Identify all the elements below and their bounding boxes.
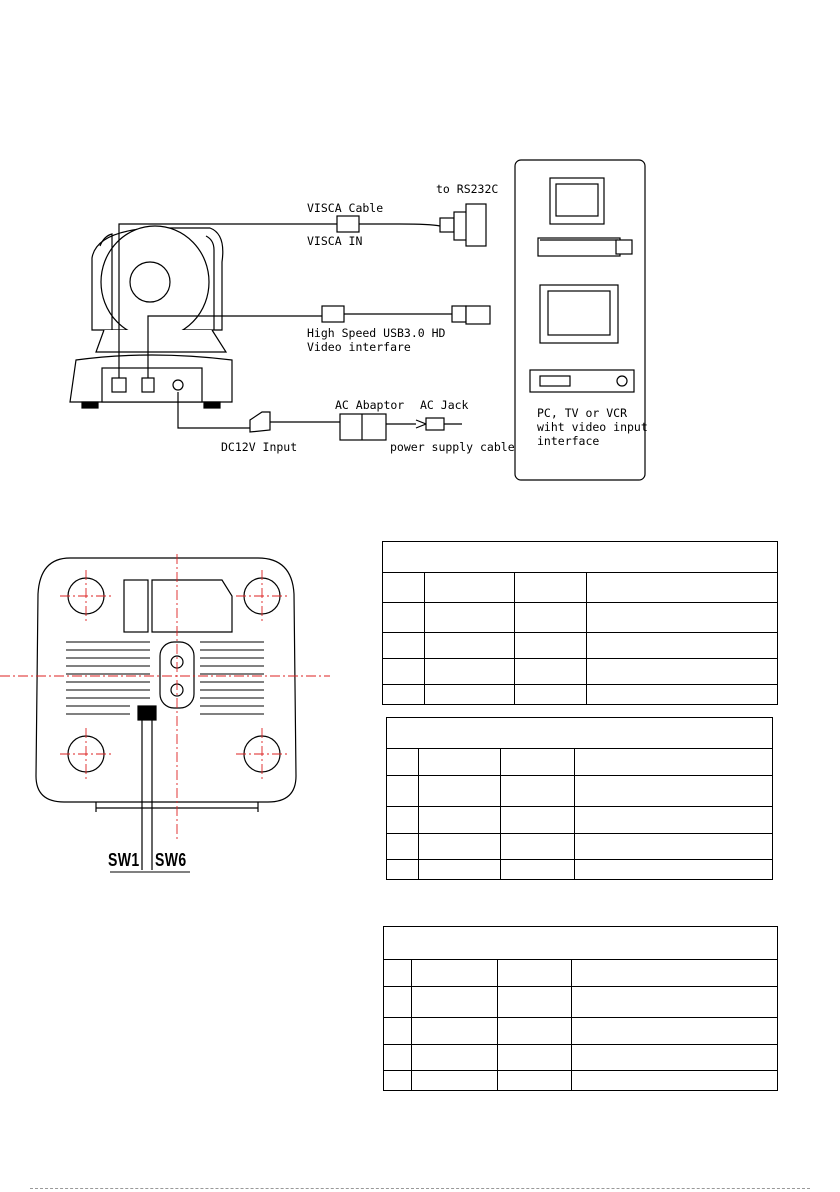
devices-label-line3: interface [537, 434, 600, 448]
visca-cable-label: VISCA Cable [307, 201, 384, 215]
table-row [383, 573, 778, 603]
table-row [387, 860, 773, 880]
table-row [387, 834, 773, 860]
table-row [387, 749, 773, 776]
table-header-row [387, 718, 773, 749]
camera-bottom-view [0, 540, 330, 880]
dip-switch-table-2 [386, 717, 773, 880]
devices-label-line1: PC, TV or VCR [537, 406, 628, 420]
sw6-label: SW6 [155, 850, 187, 870]
devices-label-line2: wiht video input [537, 420, 648, 434]
sw1-label: SW1 [108, 850, 140, 870]
table-row [383, 659, 778, 685]
table-row [384, 987, 778, 1018]
usb-label-line2: Video interfare [307, 340, 411, 354]
page-bottom-rule [30, 1188, 810, 1189]
table-row [383, 685, 778, 705]
table-row [384, 1045, 778, 1071]
ac-adaptor-label: AC Abaptor [335, 398, 405, 412]
power-supply-cable-label: power supply cable [390, 440, 515, 454]
dip-switch-table-3 [383, 926, 778, 1091]
table-row [387, 807, 773, 834]
dc12v-input-label: DC12V Input [221, 440, 298, 454]
table-row [387, 776, 773, 807]
table-row [383, 633, 778, 659]
visca-in-label: VISCA IN [307, 234, 363, 248]
table-header-row [384, 927, 778, 960]
table-row [384, 1018, 778, 1045]
dip-switch-table-1 [382, 541, 778, 705]
to-rs232c-label: to RS232C [436, 182, 499, 196]
table-header-row [383, 542, 778, 573]
table-row [383, 603, 778, 633]
connection-diagram [0, 0, 840, 500]
usb-label-line1: High Speed USB3.0 HD [307, 326, 446, 340]
ac-jack-label: AC Jack [420, 398, 469, 412]
table-row [384, 1071, 778, 1091]
table-row [384, 960, 778, 987]
